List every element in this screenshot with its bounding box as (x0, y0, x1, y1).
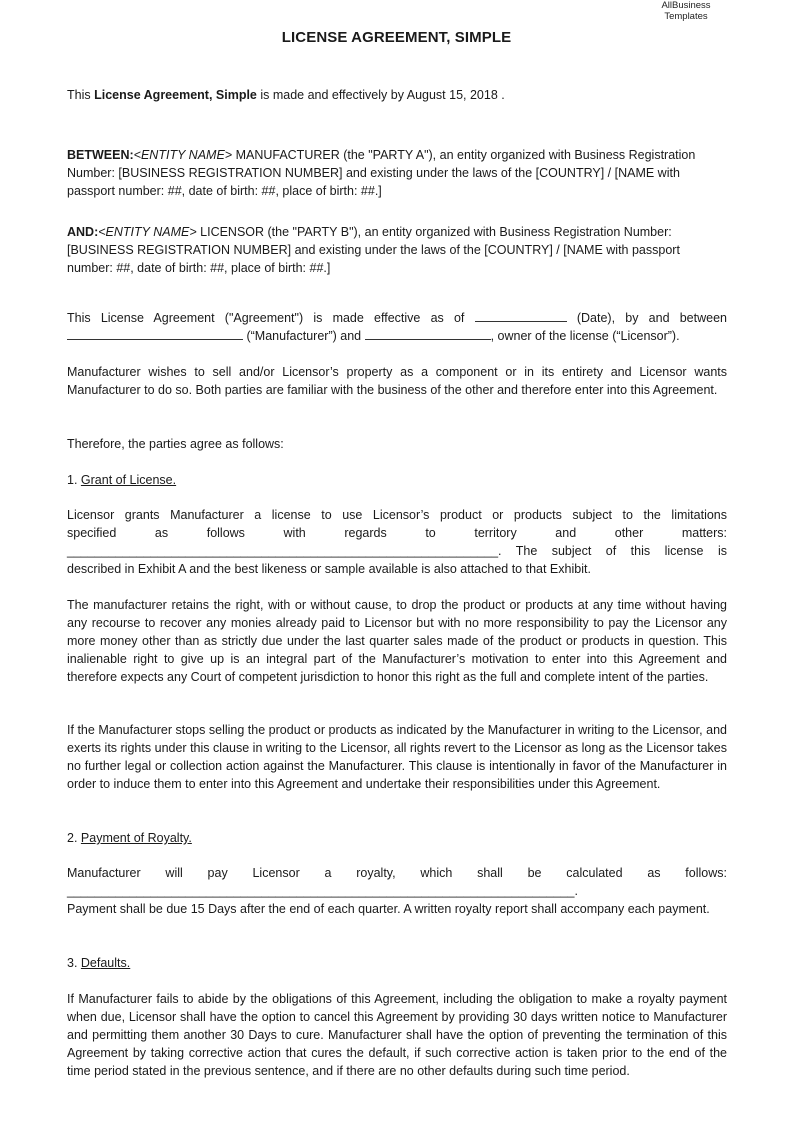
section-2-heading (67, 829, 727, 847)
intro-post: is made and effectively by August 15, 2018 . (256, 88, 505, 102)
royalty-blank: _________________________________________________________________________. (67, 884, 578, 898)
section-3-heading (67, 954, 727, 972)
party-a-line-3: passport number: ##, date of birth: ##, place of birth: ##.] (67, 184, 382, 198)
date-blank (475, 309, 567, 322)
s1-line-4: described in Exhibit A and the best likeness or sample available is also attached to that Exhibit. (67, 562, 591, 576)
party-b-label: AND: (67, 225, 99, 239)
party-b-paragraph (67, 223, 727, 277)
brand-line-2: Templates (664, 11, 708, 22)
section-1-paragraph-2: The manufacturer retains the right, with or without cause, to drop the product or products at any time without having any recourse to recover any monies already paid to Licensor but with no more responsibility to pay the Licensor any more money other than as strictly due under the last quarter sales made of the product or products in question. This inalienable right to give up is an integral part of the Manufacturer’s motivation to enter into this Agreement and therefore expects any Court of competent jurisdiction to honor this right as the full and complete intent of the parties. (67, 598, 727, 684)
section-1-heading (67, 471, 727, 489)
party-a-entity: <ENTITY NAME> (133, 148, 233, 162)
s1-line-1: Licensor grants Manufacturer a license to use Licensor’s product or products subject to the limitations (67, 508, 727, 522)
section-3-title: Defaults. (80, 956, 131, 970)
s2-line-3: Payment shall be due 15 Days after the end of each quarter. A written royalty report shall accompany each payment. (67, 902, 710, 916)
effective-text-b: (Date), by and between (576, 311, 727, 325)
intro-paragraph (67, 86, 727, 104)
s1-line-2: specified as follows with regards to territory and other matters: (67, 526, 727, 540)
party-b-line-2: [BUSINESS REGISTRATION NUMBER] and existing under the laws of the [COUNTRY] / [NAME with passport (67, 243, 680, 257)
section-1-paragraph-3: If the Manufacturer stops selling the product or products as indicated by the Manufacturer in writing to the Licensor, and exerts its rights under this clause in writing to the Licensor, all rights revert to the Licensor as long as the Licensor takes no further legal or collection action against the Manufacturer. This clause is intentionally in favor of the Manufacturer in order to induce them to enter into this Agreement and undertake their responsibilities under this Agreement. (67, 723, 727, 791)
party-b-line-1: LICENSOR (the "PARTY B"), an entity organized with Business Registration Number: (196, 225, 672, 239)
effective-paragraph (67, 309, 727, 345)
purpose-paragraph: Manufacturer wishes to sell and/or Licensor’s property as a component or in its entirety and Licensor wants Manufacturer to do so. Both parties are familiar with the business of the other and therefore enter into this Agreement. (67, 365, 727, 397)
section-1-title: Grant of License. (80, 473, 177, 487)
party-a-paragraph (67, 146, 727, 200)
section-2-title: Payment of Royalty. (80, 831, 192, 845)
section-2-number: 2. (67, 831, 81, 845)
brand-logo-text (630, 0, 742, 22)
territory-blank: ______________________________________________________________. (67, 544, 502, 558)
therefore-paragraph: Therefore, the parties agree as follows: (67, 437, 284, 451)
effective-text-a: This License Agreement ("Agreement") is made effective as of (67, 311, 465, 325)
s1-line-3-rest: The subject of this license is (515, 544, 727, 558)
section-3-paragraph: If Manufacturer fails to abide by the obligations of this Agreement, including the obligation to make a royalty payment when due, Licensor shall have the option to cancel this Agreement by providing 30 days written notice to Manufacturer and permitting them another 30 Days to cure. Manufacturer shall have the option of preventing the termination of this Agreement by taking corrective action that cures the default, if such corrective action is taken prior to the end of the time period stated in the previous sentence, and if there are no other defaults during such time period. (67, 992, 727, 1078)
licensor-blank (365, 327, 491, 340)
party-a-label: BETWEEN: (67, 148, 134, 162)
section-2-paragraph (67, 864, 727, 918)
intro-bold: License Agreement, Simple (94, 88, 257, 102)
effective-text-c: (“Manufacturer”) and (246, 329, 362, 343)
s2-line-1: Manufacturer will pay Licensor a royalty, which shall be calculated as follows: (67, 866, 727, 880)
section-3-number: 3. (67, 956, 81, 970)
manufacturer-blank (67, 327, 243, 340)
section-1-paragraph-1 (67, 506, 727, 578)
party-a-line-1: MANUFACTURER (the "PARTY A"), an entity organized with Business Registration (232, 148, 696, 162)
section-1-number: 1. (67, 473, 81, 487)
party-b-line-3: number: ##, date of birth: ##, place of birth: ##.] (67, 261, 331, 275)
brand-line-1: AllBusiness (661, 0, 711, 11)
effective-text-d: , owner of the license (“Licensor”). (490, 329, 680, 343)
intro-pre: This (67, 88, 95, 102)
document-title: LICENSE AGREEMENT, SIMPLE (281, 29, 512, 46)
party-a-line-2: Number: [BUSINESS REGISTRATION NUMBER] and existing under the laws of the [COUNTRY] / [NAME with (67, 166, 680, 180)
party-b-entity: <ENTITY NAME> (98, 225, 197, 239)
